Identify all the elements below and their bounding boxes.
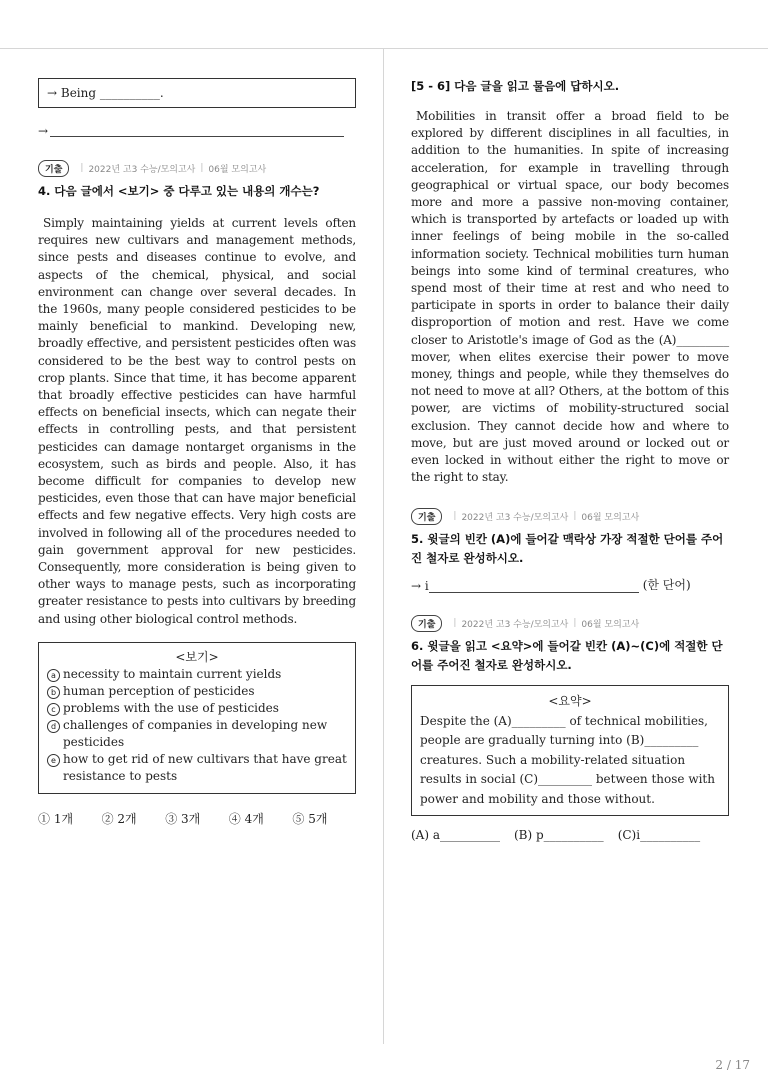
q4-meta-month: 06월 모의고사 [208,164,267,175]
q4-badge: 기출 [38,160,69,177]
bogi-box [38,642,356,794]
q5-answer-suffix: (한 단어) [642,578,691,593]
answer-box-text: → Being __________. [47,86,164,100]
bogi-item [47,683,347,700]
bogi-item [47,717,347,751]
q5-meta: 기출 | 2022년 고3 수능/모의고사 | 06월 모의고사 [411,508,729,524]
q4-choices [38,810,356,827]
q6-badge: 기출 [411,615,442,632]
q5-meta-month: 06월 모의고사 [581,512,640,523]
answer-rule [50,136,344,137]
answer-box [38,78,356,108]
right-column [411,78,729,842]
blank-c[interactable]: (C)i__________ [617,828,701,843]
q6-meta: 기출 | 2022년 고3 수능/모의고사 | 06월 모의고사 [411,615,729,631]
q4-passage [38,215,356,628]
q6-meta-month: 06월 모의고사 [581,619,640,630]
bogi-item [47,751,347,785]
q6-meta-source: 2022년 고3 수능/모의고사 [461,619,569,630]
top-rule [0,48,768,49]
bogi-text: necessity to maintain current yields [63,666,282,681]
summary-box [411,685,729,816]
column-divider [383,49,384,1044]
bogi-text: problems with the use of pesticides [63,700,279,715]
bogi-text: how to get rid of new cultivars that have great resistance to pests [63,751,347,783]
q56-passage-text: Mobilities in transit offer a broad field to be explored by different disciplines in all faculties, in addition to the humanities. In spite of increasing acceleration, for example in travelling through geographical or virtual space, our body becomes more and more a passive non-moving container, which is transported by artefacts or loaded up with inner feelings of being mobile in the so-called information society. Technical mobilities turn human beings into some kind of terminal creatures, who spend most of their time at rest and who need to participate in sports in order to balance their daily disproportion of motion and rest. Have we come closer to Aristotle's image of God as the (A)_________ mover, when elites exercise their power to move money, things and people, while they themselves do not need to move at all? Others, at the bottom of this power, are victims of mobility-structured social exclusion. They cannot decide how and where to move, but are just moved around or locked out or even locked in without either the right to move or the right to stay. [411,109,729,485]
section-heading: [5 - 6] 다음 글을 읽고 물음에 답하시오. [411,79,620,93]
page-number: 2 / 17 [715,1058,750,1072]
choice-4[interactable]: ④ 4개 [228,811,264,826]
bogi-mark: d [47,720,60,733]
q5-answer-line [411,576,729,593]
q5-title: 5. 윗글의 빈칸 (A)에 들어갈 맥락상 가장 적절한 단어를 주어진 철자로 완성하시오. [411,532,724,566]
q4-passage-text: Simply maintaining yields at current levels often requires new cultivars and management methods, since pests and diseases continue to evolve, and aspects of the chemical, physical, and social environment can change over several decades. In the 1960s, many people considered pesticides to be mainly beneficial to mankind. Developing new, broadly effective, and persistent pesticides often was considered to be the best way to control pests on crop plants. Since that time, it has become apparent that broadly effective pesticides can have harmful effects on beneficial insects, which can negate their effects in controlling pests, and that persistent pesticides can damage nontarget organisms in the ecosystem, such as birds and people. Also, it has become difficult for companies to develop new pesticides, even those that can have major beneficial effects and few negative effects. Very high costs are involved in following all of the procedures needed to gain government approval for new pesticides. Consequently, more consideration is being given to other ways to manage pests, such as incorporating greater resistance to pests into cultivars by breeding and using other biological control methods. [38,216,356,626]
bogi-text: challenges of companies in developing new pesticides [63,717,328,749]
bogi-item [47,666,347,683]
blank-b[interactable]: (B) p__________ [514,828,604,843]
q56-passage [411,108,729,486]
choice-2[interactable]: ② 2개 [101,811,137,826]
bogi-mark: e [47,754,60,767]
q5-answer-blank[interactable] [429,580,639,593]
bogi-mark: b [47,686,60,699]
bogi-mark: c [47,703,60,716]
q6-blanks [411,828,729,842]
answer-arrow: → [38,124,49,138]
q5-badge: 기출 [411,508,442,525]
choice-1[interactable]: ① 1개 [38,811,74,826]
answer-line [38,124,356,138]
bogi-item [47,700,347,717]
summary-text: Despite the (A)_________ of technical mobilities, people are gradually turning into (B)_________ creatures. Such a mobility-related situation results in social (C)_________ between those with power and mobility and those without. [420,713,715,806]
choice-5[interactable]: ⑤ 5개 [292,811,328,826]
summary-title: <요약> [548,694,592,709]
choice-3[interactable]: ③ 3개 [165,811,201,826]
q4-title: 4. 다음 글에서 <보기> 중 다루고 있는 내용의 개수는? [38,184,320,198]
q5-meta-source: 2022년 고3 수능/모의고사 [461,512,569,523]
q4-meta: 기출 | 2022년 고3 수능/모의고사 | 06월 모의고사 [38,160,356,176]
q5-answer-prefix: → i [411,579,429,594]
q6-title: 6. 윗글을 읽고 <요약>에 들어갈 빈칸 (A)~(C)에 적절한 단어를 주어진 철자로 완성하시오. [411,639,723,673]
bogi-text: human perception of pesticides [63,683,255,698]
bogi-title: <보기> [175,649,219,664]
q4-meta-source: 2022년 고3 수능/모의고사 [88,164,196,175]
bogi-mark: a [47,669,60,682]
blank-a[interactable]: (A) a__________ [411,828,500,843]
left-column [38,78,356,827]
